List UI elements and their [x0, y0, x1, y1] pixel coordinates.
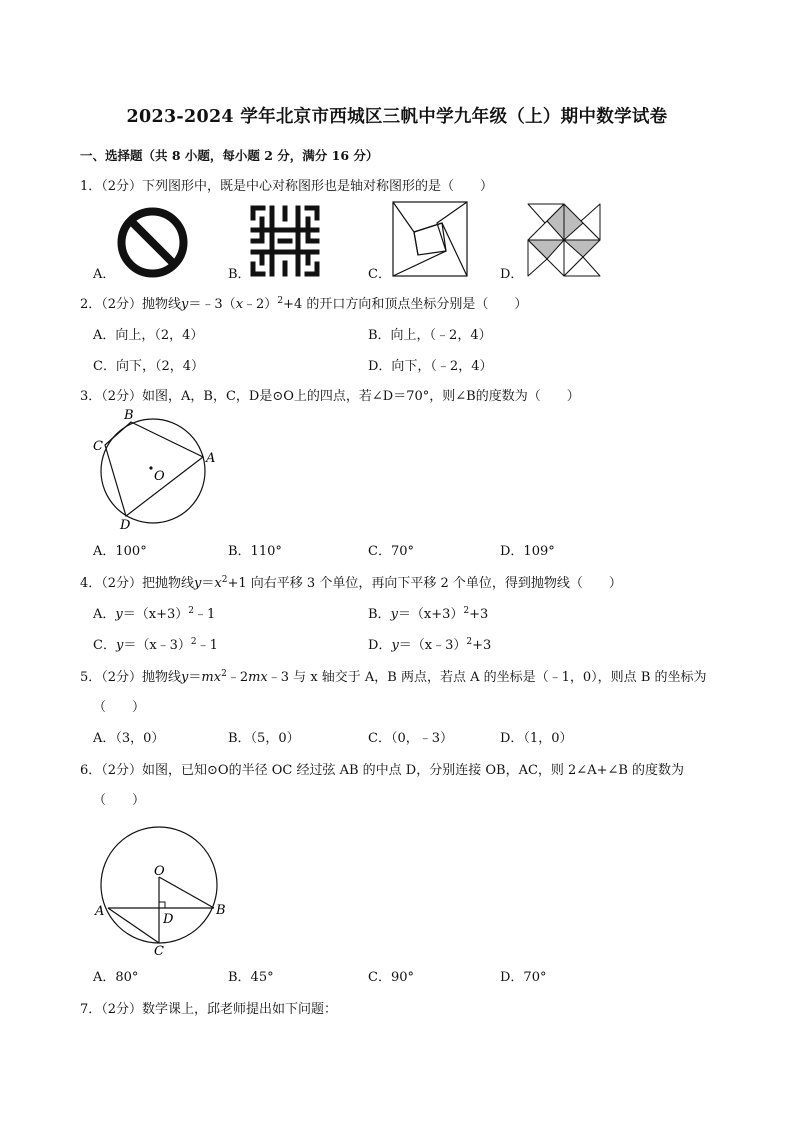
point-label-c: C [93, 439, 103, 454]
q2-option-c: C．向下，（2，4） [93, 359, 204, 374]
q4-option-a: A．$y=(x+3)^2﹣1$ [93, 606, 216, 622]
question-2-text: 2．（2分）抛物线y＝﹣3（x﹣2）$^2$+4 的开口方向和顶点坐标分别是（ ） [80, 296, 528, 312]
windmill-figure [525, 201, 603, 279]
question-6-text: 6．（2分）如图，已知⊙O的半径 OC 经过弦 AB 的中点 D，分别连接 OB，AC，则 2∠A+∠B 的度数为 [80, 763, 685, 778]
q4-option-b: B．$y=(x+3)^2+3$ [368, 606, 489, 622]
point-label-o: O [154, 469, 165, 484]
point-label-b: B [124, 408, 134, 423]
point-label-a: A [206, 451, 216, 466]
q3-option-a: A．100° [93, 544, 147, 559]
q1-option-d-label: D． [500, 267, 524, 282]
point-label-d: D [120, 518, 131, 533]
q6-circle-figure [90, 822, 235, 957]
q3-circle-figure [88, 405, 223, 535]
q2-option-b: B．向上，（﹣2，4） [368, 328, 492, 343]
q6-option-d: D．70° [500, 970, 547, 985]
square-pinwheel-figure [390, 199, 470, 279]
q5-option-c: C．（0，﹣3） [368, 731, 453, 746]
q1-option-a-label: A． [93, 267, 116, 282]
q6-option-a: A．80° [93, 970, 139, 985]
q2-option-a: A．向上，（2，4） [93, 328, 204, 343]
question-1-text: 1．（2分）下列图形中，既是中心对称图形也是轴对称图形的是（ ） [80, 179, 494, 194]
q5-option-b: B．（5，0） [228, 731, 300, 746]
q5-answer-paren: （ ） [93, 700, 146, 715]
no-entry-symbol-figure [115, 205, 190, 280]
question-7-text: 7．（2分）数学课上，邱老师提出如下问题： [80, 1002, 338, 1017]
q4-option-d: D．y＝（x﹣3）$^2$+3 [368, 637, 492, 653]
q6-option-b: B．45° [228, 970, 274, 985]
page-title: 2023-2024 学年北京市西城区三帆中学九年级（上）期中数学试卷 [126, 107, 668, 127]
maze-pattern-figure [250, 205, 320, 277]
point-label-c: C [154, 944, 164, 957]
q6-option-c: C．90° [368, 970, 414, 985]
point-label-d: D [163, 912, 174, 927]
question-5-text: 5．（2分）抛物线$y=mx^2﹣2mx﹣3$ 与 x 轴交于 A，B 两点，若点 A 的坐标是（﹣1，0），则点 B 的坐标为 [80, 669, 707, 685]
q6-answer-paren: （ ） [93, 793, 146, 808]
question-3-text: 3．（2分）如图，A，B，C，D是⊙O上的四点，若∠D＝70°，则∠B的度数为（ ） [80, 389, 580, 404]
q5-option-d: D．（1，0） [500, 731, 573, 746]
point-label-o: O [154, 864, 165, 879]
q2-option-d: D．向下，（﹣2，4） [368, 359, 493, 374]
q4-option-c: C．y＝（x﹣3）$^2$﹣1 [93, 637, 218, 653]
point-label-a: A [95, 904, 105, 919]
q3-option-b: B．110° [228, 544, 282, 559]
q3-option-d: D．109° [500, 544, 555, 559]
question-4-text: 4．（2分）把抛物线$y=x^2+1$ 向右平移 3 个单位，再向下平移 2 个单位，得到抛物线（ ） [80, 575, 622, 591]
q1-option-c-label: C． [368, 267, 391, 282]
point-label-b: B [216, 903, 226, 918]
section-heading: 一、选择题（共 8 小题，每小题 2 分，满分 16 分） [80, 148, 379, 163]
q5-option-a: A．（3，0） [93, 731, 165, 746]
q3-option-c: C．70° [368, 544, 414, 559]
q1-option-b-label: B． [228, 267, 251, 282]
